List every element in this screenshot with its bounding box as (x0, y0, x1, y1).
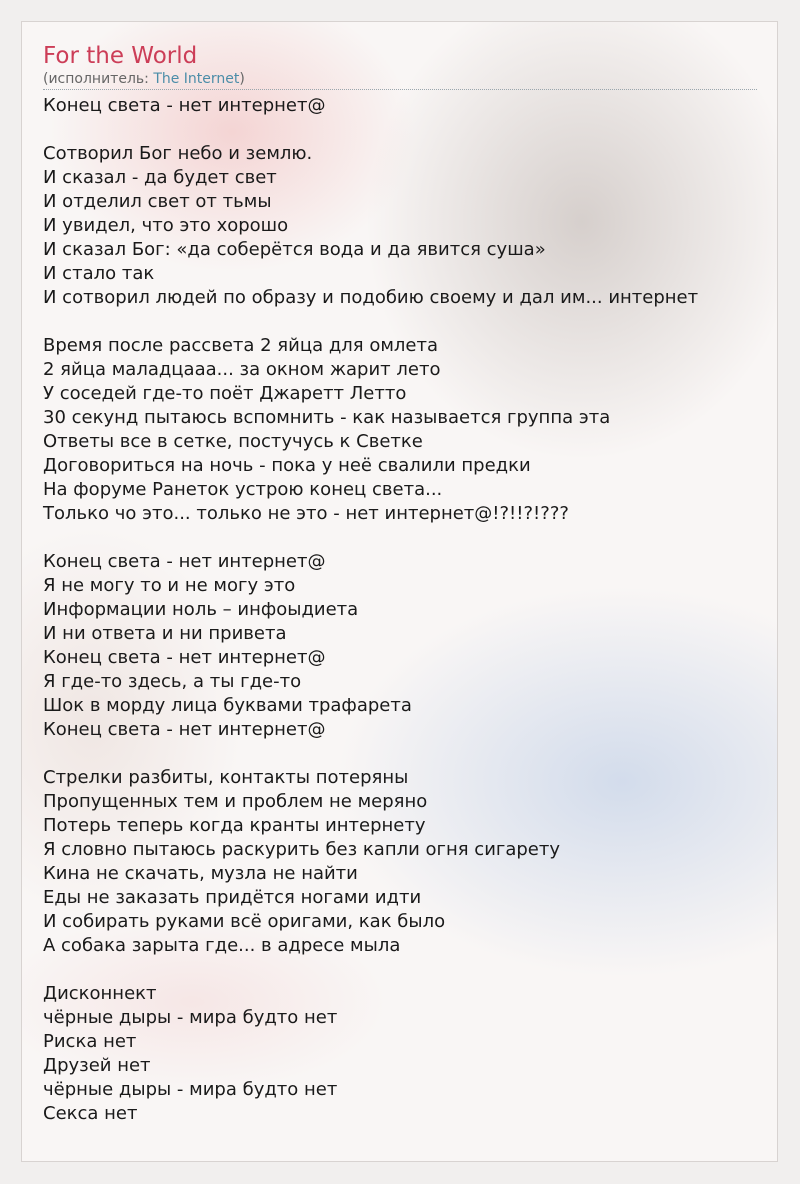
lyric-line: И сотворил людей по образу и подобию своему и дал им... интернет (43, 287, 699, 308)
song-title: For the World (43, 43, 198, 69)
lyric-line: Я где-то здесь, а ты где-то (43, 671, 302, 692)
stanza-break (43, 526, 763, 550)
lyric-line: Дисконнект (43, 983, 157, 1004)
artist-link[interactable]: The Internet (153, 71, 240, 87)
lyrics-card (21, 21, 778, 1162)
lyric-line: Риска нет (43, 1031, 137, 1052)
lyric-line: Конец света - нет интернет@ (43, 551, 326, 572)
lyric-line: У соседей где-то поёт Джаретт Летто (43, 383, 407, 404)
lyric-line: Информации ноль – инфоыдиета (43, 599, 359, 620)
lyrics-text (43, 94, 763, 1126)
lyric-line: А собака зарыта где... в адресе мыла (43, 935, 401, 956)
lyric-line: И стало так (43, 263, 155, 284)
lyric-line: Сотворил Бог небо и землю. (43, 143, 313, 164)
lyric-line: Время после рассвета 2 яйца для омлета (43, 335, 439, 356)
lyric-line: И ни ответа и ни привета (43, 623, 287, 644)
lyric-line: Стрелки разбиты, контакты потеряны (43, 767, 409, 788)
lyrics-content (43, 42, 763, 1126)
lyric-line: чёрные дыры - мира будто нет (43, 1007, 338, 1028)
lyric-line: Секса нет (43, 1103, 138, 1124)
lyric-line: На форуме Ранеток устрою конец света... (43, 479, 443, 500)
lyric-line: Еды не заказать придётся ногами идти (43, 887, 422, 908)
lyric-line: И сказал - да будет свет (43, 167, 277, 188)
lyric-line: И сказал Бог: «да соберётся вода и да явится суша» (43, 239, 546, 260)
lyric-line: Кина не скачать, музла не найти (43, 863, 358, 884)
lyric-line: Шок в морду лица буквами трафарета (43, 695, 412, 716)
lyric-line: Только чо это... только не это - нет интернет@!?!!?!??? (43, 503, 569, 524)
lyric-line: Договориться на ночь - пока у неё свалили предки (43, 455, 531, 476)
dotted-divider (43, 89, 757, 90)
meta-prefix: (исполнитель: (43, 71, 154, 87)
song-meta (43, 70, 763, 88)
lyric-line: 30 секунд пытаюсь вспомнить - как называется группа эта (43, 407, 611, 428)
lyric-line: И отделил свет от тьмы (43, 191, 272, 212)
lyric-line: Пропущенных тем и проблем не меряно (43, 791, 428, 812)
lyric-line: Я не могу то и не могу это (43, 575, 296, 596)
stanza-break (43, 310, 763, 334)
lyric-line: И собирать руками всё оригами, как было (43, 911, 446, 932)
lyric-line: чёрные дыры - мира будто нет (43, 1079, 338, 1100)
meta-suffix: ) (239, 71, 245, 87)
lyric-line: Друзей нет (43, 1055, 151, 1076)
lyric-line: Конец света - нет интернет@ (43, 647, 326, 668)
lyric-line: Ответы все в сетке, постучусь к Светке (43, 431, 423, 452)
stanza-break (43, 958, 763, 982)
lyric-line: Я словно пытаюсь раскурить без капли огня сигарету (43, 839, 561, 860)
lyric-line: Потерь теперь когда кранты интернету (43, 815, 426, 836)
stanza-break (43, 118, 763, 142)
lyric-line: 2 яйца маладцааа... за окном жарит лето (43, 359, 441, 380)
lyric-line: И увидел, что это хорошо (43, 215, 289, 236)
stanza-break (43, 742, 763, 766)
lyric-line: Конец света - нет интернет@ (43, 719, 326, 740)
lyric-line: Конец света - нет интернет@ (43, 95, 326, 116)
